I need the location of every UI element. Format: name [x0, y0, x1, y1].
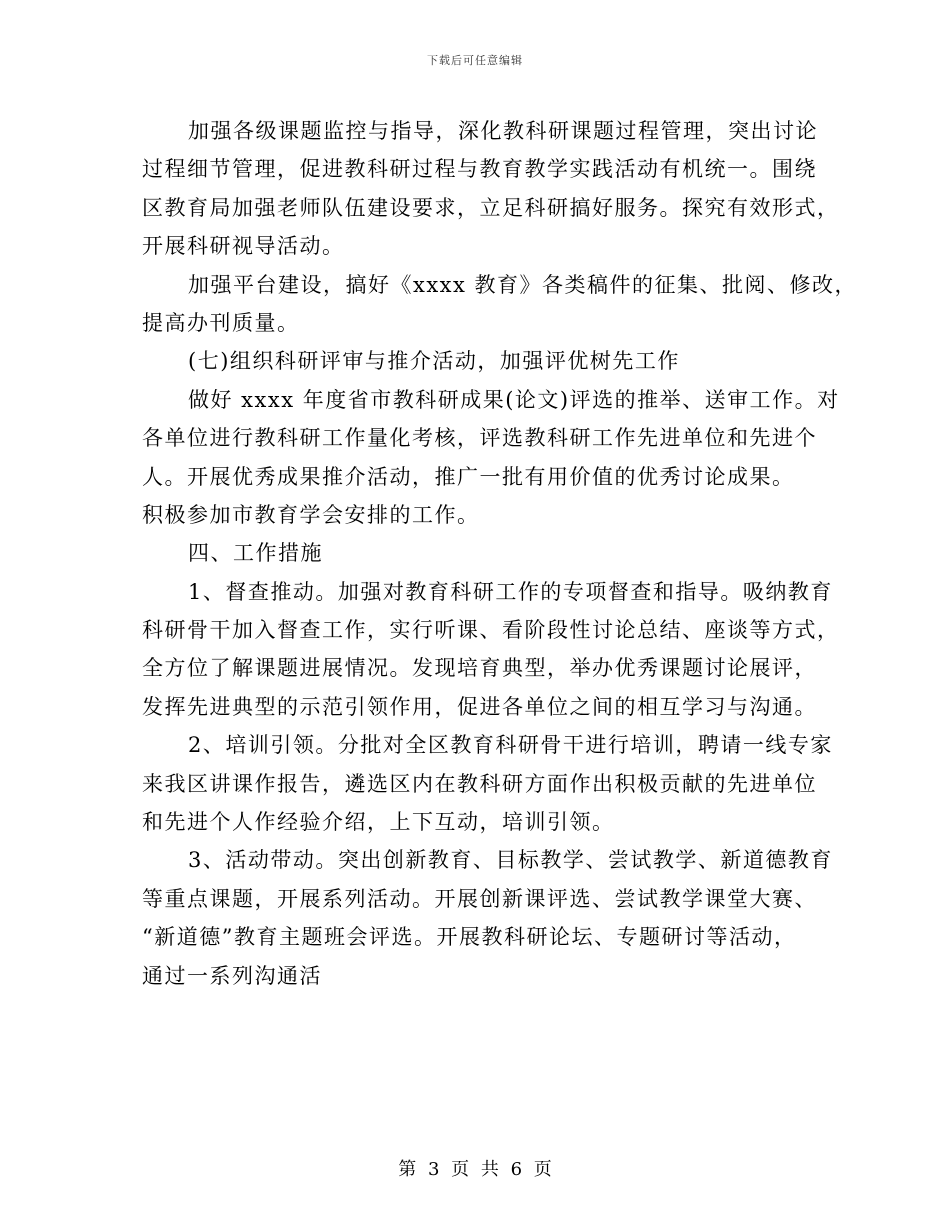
page-number: 第 3 页 共 6 页: [398, 1159, 552, 1180]
paragraph-line: 做好 xxxx 年度省市教科研成果(论文)评选的推举、送审工作。对: [188, 387, 840, 412]
paragraph-line: 发挥先进典型的示范引领作用，促进各单位之间的相互学习与沟通。: [142, 694, 817, 719]
paragraph-line: 等重点课题，开展系列活动。开展创新课评选、尝试教学课堂大赛、: [142, 886, 817, 911]
paragraph-line: 来我区讲课作报告，遴选区内在教科研方面作出积极贡献的先进单位: [142, 771, 817, 796]
paragraph-line: 通过一系列沟通活: [142, 963, 322, 988]
body-text: [142, 112, 858, 995]
paragraph-line: 提高办刊质量。: [142, 310, 300, 335]
paragraph-line: 3、活动带动。突出创新教育、目标教学、尝试教学、新道德教育: [188, 848, 833, 873]
paragraph-line: 各单位进行教科研工作量化考核，评选教科研工作先进单位和先进个: [142, 426, 817, 451]
paragraph-line: 区教育局加强老师队伍建设要求，立足科研搞好服务。探究有效形式，: [142, 195, 840, 220]
paragraph-line: 和先进个人作经验介绍，上下互动，培训引领。: [142, 810, 615, 835]
paragraph-line: 积极参加市教育学会安排的工作。: [142, 502, 480, 527]
paragraph-line: 加强平台建设，搞好《xxxx 教育》各类稿件的征集、批阅、修改，: [188, 272, 858, 297]
paragraph-line: 过程细节管理，促进教科研过程与教育教学实践活动有机统一。围绕: [142, 157, 817, 182]
paragraph-line: 2、培训引领。分批对全区教育科研骨干进行培训，聘请一线专家: [188, 733, 833, 758]
paragraph-line: “新道德”教育主题班会评选。开展教科研论坛、专题研讨等活动，: [142, 925, 797, 950]
paragraph-line: 1、督查推动。加强对教育科研工作的专项督查和指导。吸纳教育: [188, 579, 833, 604]
paragraph-line: 开展科研视导活动。: [142, 234, 345, 259]
paragraph-line: 人。开展优秀成果推介活动，推广一批有用价值的优秀讨论成果。: [142, 464, 795, 489]
header-note: 下载后可任意编辑: [427, 54, 523, 67]
paragraph-line: 全方位了解课题进展情况。发现培育典型，举办优秀课题讨论展评，: [142, 656, 817, 681]
section-heading: (七)组织科研评审与推介活动，加强评优树先工作: [188, 349, 680, 374]
paragraph-line: 科研骨干加入督查工作，实行听课、看阶段性讨论总结、座谈等方式，: [142, 618, 840, 643]
paragraph-line: 加强各级课题监控与指导，深化教科研课题过程管理，突出讨论: [188, 119, 818, 143]
section-heading: 四、工作措施: [188, 541, 323, 566]
